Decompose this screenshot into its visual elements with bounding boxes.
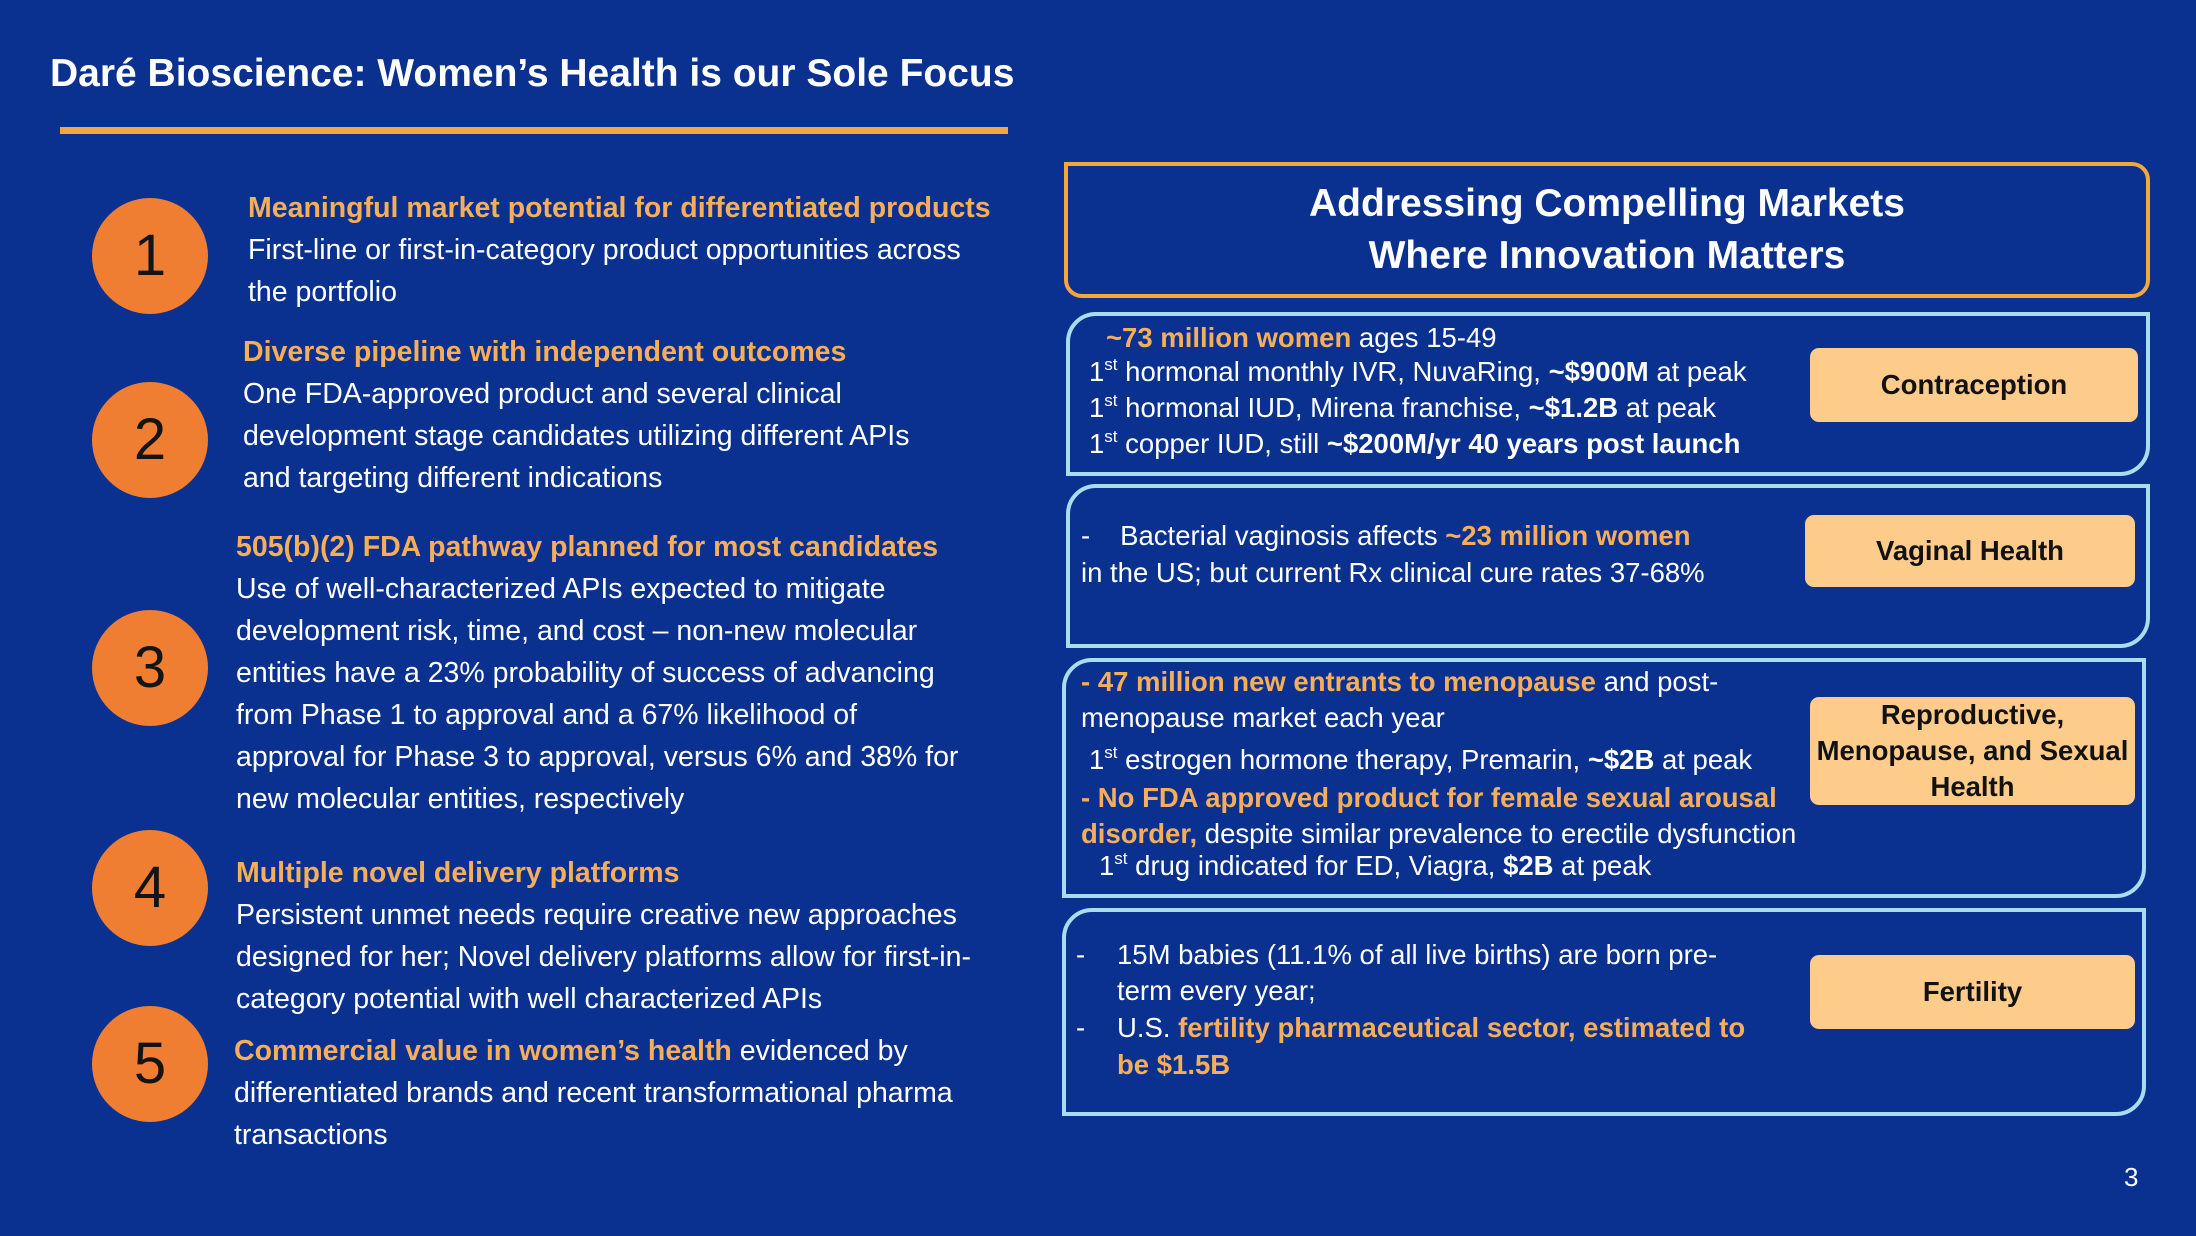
point-1-heading: Meaningful market potential for differentiated products [248, 192, 991, 224]
point-5-heading-tail: evidenced by [731, 1035, 908, 1067]
point-2-line: One FDA-approved product and several clinical [243, 378, 842, 410]
fertility-bullet-2-line-1: U.S. fertility pharmaceutical sector, estimated to [1117, 1012, 1746, 1043]
contraception-tag: Contraception [1810, 348, 2138, 422]
fertility-bullet-1-dash: - [1076, 939, 1086, 970]
point-3-line: Use of well-characterized APIs expected to mitigate [236, 573, 886, 605]
menopause-line-6: 1st drug indicated for ED, Viagra, $2B at peak [1099, 849, 1652, 881]
menopause-tag: Reproductive, Menopause, and Sexual Health [1810, 697, 2135, 805]
vaginal-line-2: in the US; but current Rx clinical cure rates 37-68% [1081, 557, 1705, 588]
point-3-line: approval for Phase 3 to approval, versus 6% and 38% for [236, 741, 959, 773]
point-5-line: differentiated brands and recent transformational pharma [234, 1077, 953, 1109]
point-1-line: First-line or first-in-category product opportunities across [248, 234, 961, 266]
number-badge-4: 4 [92, 830, 208, 946]
point-4-line: Persistent unmet needs require creative new approaches [236, 899, 957, 931]
number-badge-5: 5 [92, 1006, 208, 1122]
point-2 [243, 331, 1003, 499]
number-badge-3: 3 [92, 610, 208, 726]
point-3 [236, 526, 1016, 820]
fertility-bullet-1-line-2: term every year; [1117, 975, 1316, 1006]
markets-header-line2: Where Innovation Matters [1368, 234, 1846, 277]
point-5 [234, 1030, 1014, 1156]
page-number: 3 [2124, 1162, 2139, 1192]
fertility-tag: Fertility [1810, 955, 2135, 1029]
vaginal-line-1: - Bacterial vaginosis affects ~23 million women [1081, 520, 1691, 551]
fertility-bullet-1-line-1: 15M babies (11.1% of all live births) are born pre- [1117, 939, 1718, 970]
fertility-bullet-2-line-2: be $1.5B [1117, 1049, 1231, 1080]
point-2-line: development stage candidates utilizing different APIs [243, 420, 910, 452]
point-4-line: designed for her; Novel delivery platforms allow for first-in- [236, 941, 971, 973]
point-3-line: development risk, time, and cost – non-new molecular [236, 615, 918, 647]
point-3-heading: 505(b)(2) FDA pathway planned for most candidates [236, 531, 939, 563]
point-5-line: transactions [234, 1119, 388, 1151]
menopause-line-2: menopause market each year [1081, 702, 1445, 733]
point-5-heading: Commercial value in women’s health [234, 1035, 732, 1067]
number-badge-2: 2 [92, 382, 208, 498]
point-2-line: and targeting different indications [243, 462, 663, 494]
contraception-line-1: ~73 million women ages 15-49 [1106, 322, 1497, 353]
point-4-heading: Multiple novel delivery platforms [236, 857, 680, 889]
vaginal-health-tag: Vaginal Health [1805, 515, 2135, 587]
menopause-line-5: disorder, despite similar prevalence to erectile dysfunction [1081, 818, 1797, 849]
fertility-bullet-2-dash: - [1076, 1012, 1086, 1043]
point-3-line: entities have a 23% probability of success of advancing [236, 657, 935, 689]
point-1-line: the portfolio [248, 276, 397, 308]
point-4 [236, 852, 1016, 1020]
number-badge-1: 1 [92, 198, 208, 314]
title-underline [60, 127, 1008, 134]
point-3-line: from Phase 1 to approval and a 67% likelihood of [236, 699, 858, 731]
point-3-line: new molecular entities, respectively [236, 783, 685, 815]
point-2-heading: Diverse pipeline with independent outcomes [243, 336, 847, 368]
menopause-line-1: - 47 million new entrants to menopause and post- [1081, 666, 1719, 697]
point-1 [248, 187, 1008, 313]
menopause-line-4: - No FDA approved product for female sexual arousal [1081, 782, 1777, 813]
page-title: Daré Bioscience: Women’s Health is our Sole Focus [50, 52, 1015, 95]
contraception-line-3: 1st hormonal IUD, Mirena franchise, ~$1.2B at peak [1089, 391, 1716, 423]
markets-header-line1: Addressing Compelling Markets [1309, 182, 1905, 225]
contraception-line-2: 1st hormonal monthly IVR, NuvaRing, ~$900M at peak [1089, 355, 1747, 387]
markets-header-box [1064, 162, 2150, 298]
menopause-line-3: 1st estrogen hormone therapy, Premarin, ~$2B at peak [1089, 743, 1753, 775]
contraception-line-4: 1st copper IUD, still ~$200M/yr 40 years post launch [1089, 427, 1741, 459]
point-4-line: category potential with well characterized APIs [236, 983, 823, 1015]
